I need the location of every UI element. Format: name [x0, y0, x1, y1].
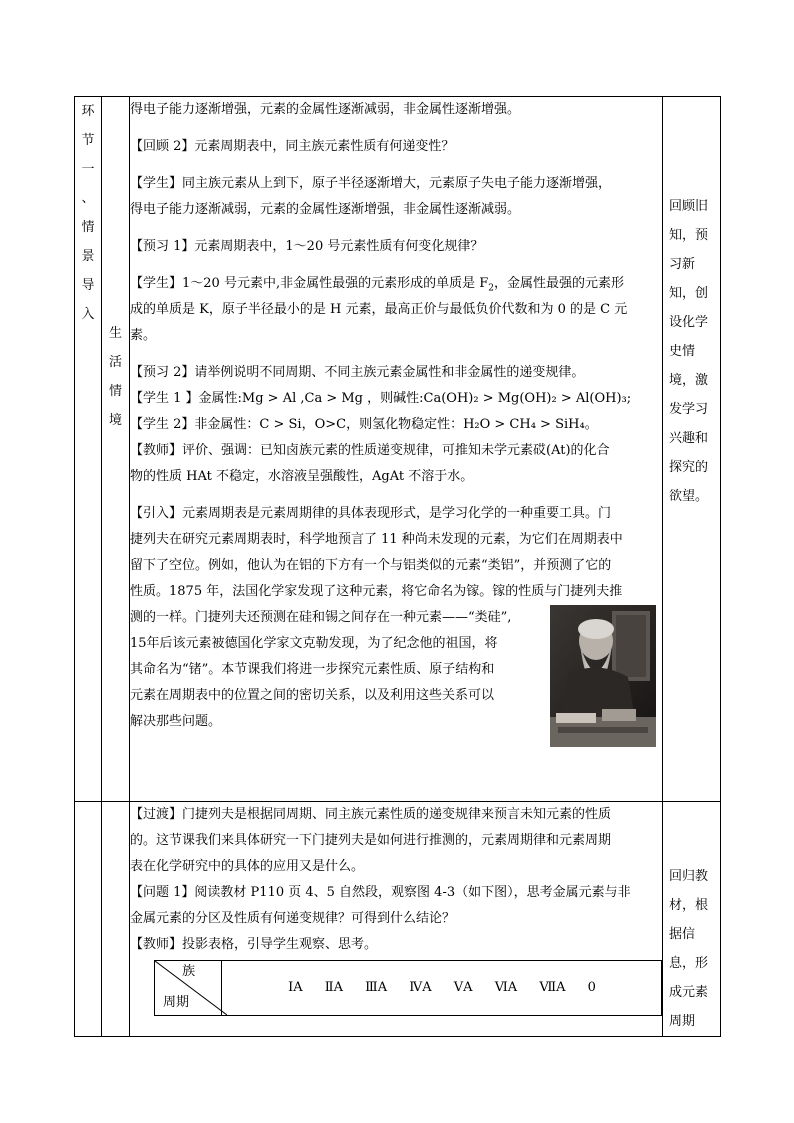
stage-label-cell-empty: [75, 802, 102, 1037]
paragraph-intro-e: 测的一样。门捷列夫还预测在硅和锡之间存在一种元素——“类硅”,: [130, 610, 512, 625]
paragraph-teacher-projection: 【教师】投影表格，引导学生观察、思考。: [130, 937, 378, 952]
sub-label-cell-empty: [102, 802, 130, 1037]
paragraph-student-2b: 成的单质是 K，原子半径最小的是 H 元素，最高正价与最低负价代数和为 0 的是 C 元: [130, 302, 628, 317]
stage-char: 景: [81, 249, 95, 264]
paragraph-teacher-a: 【教师】评价、强调：已知卤族元素的性质递变规律，可推知未学元素砹(At)的化合: [130, 443, 610, 458]
group-label: ⅣA: [409, 980, 432, 995]
mendeleev-photo: [550, 605, 656, 747]
periodic-group-table: [154, 960, 662, 1016]
group-label: ⅦA: [539, 980, 566, 995]
sub-char: 境: [108, 413, 122, 428]
group-labels-cell: [222, 961, 662, 1016]
group-label: 0: [587, 980, 596, 995]
paragraph-question-a: 【问题 1】阅读教材 P110 页 4、5 自然段，观察图 4-3（如下图），思考金属元素与非: [130, 885, 631, 900]
design-intent-text-2: 回归教材，根据信息，形成元素周期: [669, 869, 709, 1029]
paragraph-intro-h: 元素在周期表中的位置之间的密切关系，以及利用这些关系可以: [130, 688, 495, 703]
stage-char: 入: [81, 307, 95, 322]
periodic-header-row: [155, 961, 662, 1016]
paragraph-intro-i: 解决那些问题。: [130, 714, 222, 729]
subscript: 2: [488, 283, 494, 294]
paragraph-transition-a: 【过渡】门捷列夫是根据同周期、同主族元素性质的递变规律来预言未知元素的性质: [130, 807, 612, 822]
stage-char: 环: [81, 104, 95, 119]
sub-char: 情: [108, 384, 122, 399]
paragraph-preview-2: 【预习 2】请举例说明不同周期、不同主族元素金属性和非金属性的递变规律。: [130, 365, 585, 380]
group-label: ⅤA: [453, 980, 473, 995]
paragraph-review-2: 【回顾 2】元素周期表中，同主族元素性质有何递变性？: [130, 139, 455, 154]
header-group-label: 族: [182, 964, 196, 979]
paragraph-student-metal: 【学生 1 】金属性:Mg > Al ,Ca > Mg ，则碱性:Ca(OH)₂ > Mg(OH)₂ > Al(OH)₃;: [130, 391, 632, 406]
group-label: ⅠA: [288, 980, 303, 995]
paragraph-transition-b: 的。这节课我们来具体研究一下门捷列夫是如何进行推测的，元素周期律和元素周期: [130, 833, 612, 848]
stage-label: [75, 97, 101, 329]
sub-char: 生: [108, 326, 122, 341]
intro-content-cell: [130, 97, 663, 802]
paragraph-review-line: 得电子能力逐渐增强，元素的金属性逐渐减弱，非金属性逐渐增强。: [130, 102, 521, 117]
text-fragment: ，金属性最强的元素形: [493, 276, 624, 291]
paragraph-intro-c: 留下了空位。例如，他认为在铝的下方有一个与铝类似的元素“类铝”，并预测了它的: [130, 558, 612, 573]
group-label: ⅥA: [494, 980, 518, 995]
paragraph-preview-1: 【预习 1】元素周期表中，1～20 号元素性质有何变化规律？: [130, 239, 484, 254]
group-label: ⅢA: [365, 980, 388, 995]
paragraph-student-nonmetal: 【学生 2】非金属性：C > Si，O>C，则氢化物稳定性：H₂O > CH₄ > SiH₄。: [130, 417, 598, 432]
sub-char: 活: [108, 355, 122, 370]
stage-char: 、: [81, 191, 95, 206]
paragraph-student-2a: [130, 271, 662, 297]
stage-label-cell: [75, 97, 102, 802]
intent-cell: [663, 97, 721, 802]
paragraph-intro-g: 其命名为“锗”。本节课我们将进一步探究元素性质、原子结构和: [130, 662, 495, 677]
group-label: ⅡA: [324, 980, 344, 995]
sub-label: [102, 97, 129, 435]
paragraph-teacher-b: 物的性质 HAt 不稳定，水溶液呈强酸性，AgAt 不溶于水。: [130, 469, 474, 484]
sub-label-cell: [102, 97, 130, 802]
paragraph-intro-d: 性质。1875 年，法国化学家发现了这种元素，将它命名为镓。镓的性质与门捷列夫推: [130, 584, 623, 599]
diagonal-header-cell: [155, 961, 222, 1016]
stage-char: 导: [81, 278, 95, 293]
lesson-plan-table: [74, 96, 721, 1037]
paragraph-intro-a: 【引入】元素周期表是元素周期律的具体表现形式，是学习化学的一种重要工具。门: [130, 506, 612, 521]
portrait-image: [550, 605, 656, 747]
paragraph-question-b: 金属元素的分区及性质有何递变规律？可得到什么结论？: [130, 911, 456, 926]
paragraph-student-2c: 素。: [130, 328, 157, 343]
text-fragment: 【学生】1～20 号元素中,非金属性最强的元素形成的单质是 F: [130, 276, 489, 291]
section-intro-row: [75, 97, 721, 802]
stage-char: 一: [81, 162, 95, 177]
design-intent-text: 回顾旧知，预习新知，创设化学史情境，激发学习兴趣和探究的欲望。: [669, 199, 709, 504]
photo-text-block: [130, 605, 662, 735]
paragraph-student-1a: 【学生】同主族元素从上到下，原子半径逐渐增大，元素原子失电子能力逐渐增强，: [130, 176, 612, 191]
stage-char: 节: [81, 133, 95, 148]
paragraph-transition-c: 表在化学研究中的具体的应用又是什么。: [130, 859, 365, 874]
paragraph-intro-b: 捷列夫在研究元素周期表时，科学地预言了 11 种尚未发现的元素，为它们在周期表中: [130, 532, 623, 547]
section-transition-row: [75, 802, 721, 1037]
intent-cell-2: [663, 802, 721, 1037]
header-period-label: 周期: [163, 995, 190, 1010]
paragraph-intro-f: 15年后该元素被德国化学家文克勒发现，为了纪念他的祖国，将: [130, 636, 498, 651]
stage-char: 情: [81, 220, 95, 235]
transition-content-cell: [130, 802, 663, 1037]
paragraph-student-1b: 得电子能力逐渐减弱，元素的金属性逐渐增强，非金属性逐渐减弱。: [130, 202, 521, 217]
